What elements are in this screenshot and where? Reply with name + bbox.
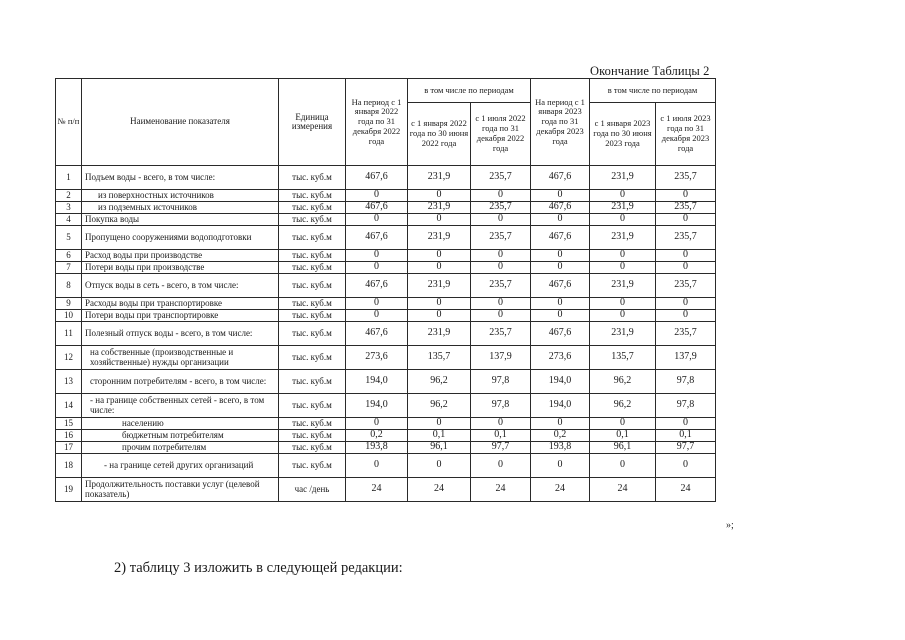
- unit-cell: тыс. куб.м: [279, 166, 346, 190]
- col-header-h2-2022: с 1 июля 2022 года по 31 декабря 2022 года: [471, 103, 531, 166]
- value-cell: 0: [656, 214, 716, 226]
- value-cell: 231,9: [590, 226, 656, 250]
- value-cell: 0: [590, 418, 656, 430]
- value-cell: 97,7: [471, 442, 531, 454]
- unit-cell: тыс. куб.м: [279, 262, 346, 274]
- row-number: 17: [56, 442, 82, 454]
- value-cell: 97,8: [656, 394, 716, 418]
- value-cell: 0: [408, 418, 471, 430]
- row-number: 9: [56, 298, 82, 310]
- col-header-incl-2022: в том числе по периодам: [408, 79, 531, 103]
- row-number: 15: [56, 418, 82, 430]
- value-cell: 0: [408, 454, 471, 478]
- value-cell: 467,6: [346, 226, 408, 250]
- indicator-name: из подземных источников: [82, 202, 279, 214]
- value-cell: 0: [471, 298, 531, 310]
- value-cell: 0: [408, 190, 471, 202]
- indicator-name: Потери воды при транспортировке: [82, 310, 279, 322]
- table-row: [56, 190, 716, 202]
- value-cell: 235,7: [471, 202, 531, 214]
- value-cell: 231,9: [590, 202, 656, 214]
- unit-cell: тыс. куб.м: [279, 202, 346, 214]
- table-caption: Окончание Таблицы 2: [590, 64, 710, 78]
- unit-cell: тыс. куб.м: [279, 442, 346, 454]
- indicator-name: сторонним потребителям - всего, в том числе:: [82, 370, 279, 394]
- value-cell: 193,8: [346, 442, 408, 454]
- col-header-period-2023: На период с 1 января 2023 года по 31 декабря 2023 года: [531, 79, 590, 166]
- value-cell: 0,1: [408, 430, 471, 442]
- row-number: 7: [56, 262, 82, 274]
- closing-quote-mark: »;: [726, 520, 734, 531]
- value-cell: 194,0: [531, 370, 590, 394]
- indicator-name: Покупка воды: [82, 214, 279, 226]
- value-cell: 0: [531, 262, 590, 274]
- unit-cell: тыс. куб.м: [279, 430, 346, 442]
- value-cell: 0,1: [471, 430, 531, 442]
- value-cell: 231,9: [590, 166, 656, 190]
- value-cell: 96,2: [408, 394, 471, 418]
- value-cell: 235,7: [471, 166, 531, 190]
- indicator-name: Расход воды при производстве: [82, 250, 279, 262]
- value-cell: 135,7: [408, 346, 471, 370]
- value-cell: 0: [590, 262, 656, 274]
- value-cell: 235,7: [656, 166, 716, 190]
- value-cell: 0: [656, 250, 716, 262]
- value-cell: 194,0: [346, 394, 408, 418]
- row-number: 12: [56, 346, 82, 370]
- table-body: [56, 166, 716, 502]
- value-cell: 231,9: [408, 166, 471, 190]
- value-cell: 0: [346, 298, 408, 310]
- unit-cell: тыс. куб.м: [279, 190, 346, 202]
- col-header-name: Наименование показателя: [82, 79, 279, 166]
- table-row: [56, 478, 716, 502]
- value-cell: 0: [471, 418, 531, 430]
- table-row: [56, 226, 716, 250]
- value-cell: 96,2: [590, 370, 656, 394]
- value-cell: 231,9: [408, 202, 471, 214]
- indicator-name: Расходы воды при транспортировке: [82, 298, 279, 310]
- value-cell: 467,6: [531, 166, 590, 190]
- value-cell: 235,7: [656, 274, 716, 298]
- table-row: [56, 274, 716, 298]
- value-cell: 231,9: [408, 322, 471, 346]
- table-row: [56, 166, 716, 190]
- table-row: [56, 202, 716, 214]
- value-cell: 273,6: [346, 346, 408, 370]
- value-cell: 0: [656, 418, 716, 430]
- value-cell: 235,7: [656, 202, 716, 214]
- value-cell: 467,6: [346, 202, 408, 214]
- value-cell: 467,6: [531, 226, 590, 250]
- unit-cell: тыс. куб.м: [279, 418, 346, 430]
- value-cell: 0: [531, 418, 590, 430]
- value-cell: 0: [590, 454, 656, 478]
- value-cell: 96,2: [590, 394, 656, 418]
- table-row: [56, 214, 716, 226]
- value-cell: 0: [656, 262, 716, 274]
- value-cell: 0: [471, 310, 531, 322]
- value-cell: 235,7: [471, 226, 531, 250]
- value-cell: 0: [346, 310, 408, 322]
- value-cell: 135,7: [590, 346, 656, 370]
- row-number: 4: [56, 214, 82, 226]
- value-cell: 0: [346, 418, 408, 430]
- indicator-name: Отпуск воды в сеть - всего, в том числе:: [82, 274, 279, 298]
- value-cell: 97,8: [656, 370, 716, 394]
- value-cell: 0: [590, 310, 656, 322]
- value-cell: 97,7: [656, 442, 716, 454]
- col-header-unit: Единица измерения: [279, 79, 346, 166]
- unit-cell: тыс. куб.м: [279, 394, 346, 418]
- value-cell: 0: [346, 454, 408, 478]
- value-cell: 0: [531, 250, 590, 262]
- table-header: [56, 79, 716, 166]
- value-cell: 24: [408, 478, 471, 502]
- table-row: [56, 310, 716, 322]
- table-row: [56, 298, 716, 310]
- unit-cell: тыс. куб.м: [279, 370, 346, 394]
- table-row: [56, 370, 716, 394]
- value-cell: 193,8: [531, 442, 590, 454]
- value-cell: 137,9: [471, 346, 531, 370]
- row-number: 19: [56, 478, 82, 502]
- value-cell: 0: [656, 310, 716, 322]
- col-header-num: № п/п: [56, 79, 82, 166]
- unit-cell: тыс. куб.м: [279, 274, 346, 298]
- unit-cell: тыс. куб.м: [279, 226, 346, 250]
- row-number: 3: [56, 202, 82, 214]
- table-row: [56, 322, 716, 346]
- unit-cell: тыс. куб.м: [279, 250, 346, 262]
- next-section-heading: 2) таблицу 3 изложить в следующей редакции:: [114, 560, 403, 576]
- value-cell: 467,6: [531, 322, 590, 346]
- value-cell: 231,9: [408, 274, 471, 298]
- indicator-name: населению: [82, 418, 279, 430]
- indicator-name: - на границе сетей других организаций: [82, 454, 279, 478]
- indicator-name: Потери воды при производстве: [82, 262, 279, 274]
- value-cell: 96,1: [408, 442, 471, 454]
- col-header-period-2022: На период с 1 января 2022 года по 31 декабря 2022 года: [346, 79, 408, 166]
- value-cell: 96,1: [590, 442, 656, 454]
- value-cell: 0: [408, 298, 471, 310]
- row-number: 5: [56, 226, 82, 250]
- value-cell: 0: [408, 250, 471, 262]
- value-cell: 24: [346, 478, 408, 502]
- row-number: 13: [56, 370, 82, 394]
- row-number: 14: [56, 394, 82, 418]
- row-number: 10: [56, 310, 82, 322]
- indicator-name: Подъем воды - всего, в том числе:: [82, 166, 279, 190]
- table-row: [56, 418, 716, 430]
- table-row: [56, 430, 716, 442]
- value-cell: 467,6: [531, 274, 590, 298]
- value-cell: 0: [590, 298, 656, 310]
- value-cell: 194,0: [346, 370, 408, 394]
- row-number: 6: [56, 250, 82, 262]
- value-cell: 0: [471, 190, 531, 202]
- value-cell: 231,9: [590, 322, 656, 346]
- value-cell: 0: [471, 214, 531, 226]
- unit-cell: тыс. куб.м: [279, 322, 346, 346]
- table-row: [56, 262, 716, 274]
- value-cell: 0: [471, 250, 531, 262]
- value-cell: 0: [590, 214, 656, 226]
- value-cell: 0,1: [590, 430, 656, 442]
- value-cell: 24: [656, 478, 716, 502]
- indicator-name: - на границе собственных сетей - всего, в том числе:: [82, 394, 279, 418]
- col-header-incl-2023: в том числе по периодам: [590, 79, 716, 103]
- value-cell: 231,9: [590, 274, 656, 298]
- value-cell: 97,8: [471, 394, 531, 418]
- row-number: 18: [56, 454, 82, 478]
- col-header-h1-2022: с 1 января 2022 года по 30 июня 2022 года: [408, 103, 471, 166]
- unit-cell: тыс. куб.м: [279, 310, 346, 322]
- value-cell: 0: [656, 454, 716, 478]
- value-cell: 467,6: [346, 166, 408, 190]
- unit-cell: час /день: [279, 478, 346, 502]
- value-cell: 467,6: [346, 274, 408, 298]
- value-cell: 0: [590, 250, 656, 262]
- value-cell: 0: [531, 310, 590, 322]
- col-header-h2-2023: с 1 июля 2023 года по 31 декабря 2023 года: [656, 103, 716, 166]
- value-cell: 24: [471, 478, 531, 502]
- value-cell: 0: [531, 298, 590, 310]
- value-cell: 467,6: [531, 202, 590, 214]
- table-row: [56, 250, 716, 262]
- row-number: 1: [56, 166, 82, 190]
- unit-cell: тыс. куб.м: [279, 214, 346, 226]
- value-cell: 231,9: [408, 226, 471, 250]
- value-cell: 97,8: [471, 370, 531, 394]
- row-number: 8: [56, 274, 82, 298]
- value-cell: 0: [656, 298, 716, 310]
- value-cell: 96,2: [408, 370, 471, 394]
- unit-cell: тыс. куб.м: [279, 298, 346, 310]
- value-cell: 0: [346, 190, 408, 202]
- value-cell: 194,0: [531, 394, 590, 418]
- value-cell: 235,7: [656, 322, 716, 346]
- value-cell: 0: [408, 262, 471, 274]
- value-cell: 0: [531, 214, 590, 226]
- value-cell: 0: [408, 214, 471, 226]
- value-cell: 0: [656, 190, 716, 202]
- value-cell: 0,2: [346, 430, 408, 442]
- value-cell: 24: [531, 478, 590, 502]
- value-cell: 0: [471, 262, 531, 274]
- water-balance-table: [55, 78, 716, 502]
- value-cell: 0: [531, 454, 590, 478]
- row-number: 16: [56, 430, 82, 442]
- indicator-name: Полезный отпуск воды - всего, в том числе:: [82, 322, 279, 346]
- value-cell: 0,1: [656, 430, 716, 442]
- indicator-name: Пропущено сооружениями водоподготовки: [82, 226, 279, 250]
- value-cell: 273,6: [531, 346, 590, 370]
- table-row: [56, 454, 716, 478]
- indicator-name: на собственные (производственные и хозяйственные) нужды организации: [82, 346, 279, 370]
- unit-cell: тыс. куб.м: [279, 346, 346, 370]
- value-cell: 467,6: [346, 322, 408, 346]
- value-cell: 0,2: [531, 430, 590, 442]
- value-cell: 235,7: [471, 274, 531, 298]
- indicator-name: из поверхностных источников: [82, 190, 279, 202]
- indicator-name: прочим потребителям: [82, 442, 279, 454]
- value-cell: 137,9: [656, 346, 716, 370]
- table-row: [56, 346, 716, 370]
- value-cell: 0: [346, 214, 408, 226]
- value-cell: 0: [590, 190, 656, 202]
- value-cell: 0: [346, 262, 408, 274]
- value-cell: 0: [471, 454, 531, 478]
- value-cell: 0: [408, 310, 471, 322]
- indicator-name: Продолжительность поставки услуг (целевой показатель): [82, 478, 279, 502]
- table-row: [56, 394, 716, 418]
- value-cell: 0: [531, 190, 590, 202]
- indicator-name: бюджетным потребителям: [82, 430, 279, 442]
- row-number: 11: [56, 322, 82, 346]
- value-cell: 0: [346, 250, 408, 262]
- value-cell: 235,7: [471, 322, 531, 346]
- value-cell: 24: [590, 478, 656, 502]
- col-header-h1-2023: с 1 января 2023 года по 30 июня 2023 года: [590, 103, 656, 166]
- unit-cell: тыс. куб.м: [279, 454, 346, 478]
- table-row: [56, 442, 716, 454]
- row-number: 2: [56, 190, 82, 202]
- value-cell: 235,7: [656, 226, 716, 250]
